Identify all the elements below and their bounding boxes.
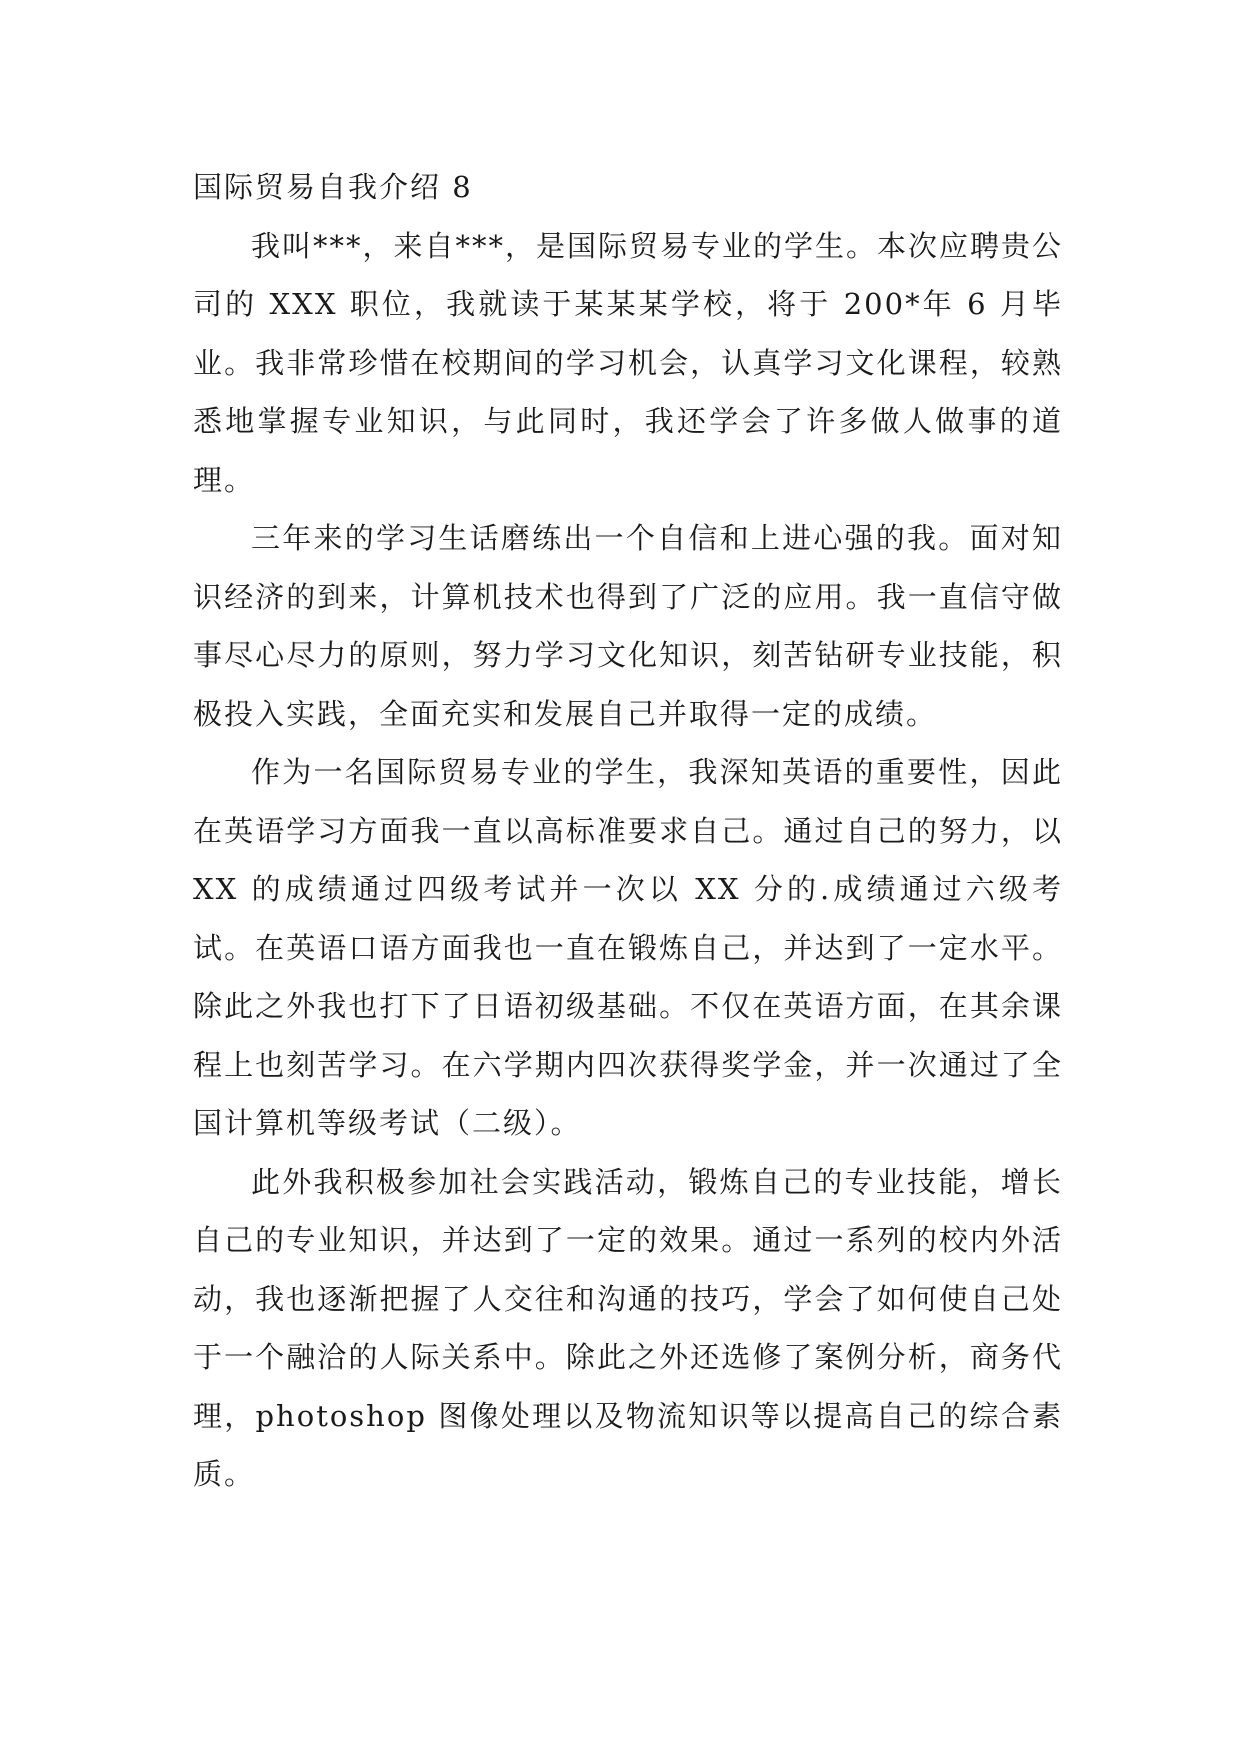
paragraph-english: 作为一名国际贸易专业的学生，我深知英语的重要性，因此在英语学习方面我一直以高标准要求自己。通过自己的努力，以 XX 的成绩通过四级考试并一次以 XX 分的.成绩通过六级考试。在英语口语方面我也一直在锻炼自己，并达到了一定水平。除此之外我也打下了日语初级基础。不仅在英语方面，在其余课程上也刻苦学习。在六学期内四次获得奖学金，并一次通过了全国计算机等级考试（二级）。	[193, 755, 1063, 1140]
paragraph-activities: 此外我积极参加社会实践活动，锻炼自己的专业技能，增长自己的专业知识，并达到了一定的效果。通过一系列的校内外活动，我也逐渐把握了人交往和沟通的技巧，学会了如何使自己处于一个融洽的人际关系中。除此之外还选修了案例分析，商务代理，photoshop 图像处理以及物流知识等以提高自己的综合素质。	[193, 1164, 1063, 1491]
paragraph-study-life: 三年来的学习生话磨练出一个自信和上进心强的我。面对知识经济的到来，计算机技术也得到了广泛的应用。我一直信守做事尽心尽力的原则，努力学习文化知识，刻苦钻研专业技能，积极投入实践，全面充实和发展自己并取得一定的成绩。	[193, 521, 1063, 731]
document-body	[193, 158, 1063, 1504]
paragraph-intro: 我叫***，来自***，是国际贸易专业的学生。本次应聘贵公司的 XXX 职位，我就读于某某某学校，将于 200*年 6 月毕业。我非常珍惜在校期间的学习机会，认真学习文化课程，较熟悉地掌握专业知识，与此同时，我还学会了许多做人做事的道理。	[193, 228, 1064, 497]
document-title: 国际贸易自我介绍 8	[193, 170, 473, 204]
